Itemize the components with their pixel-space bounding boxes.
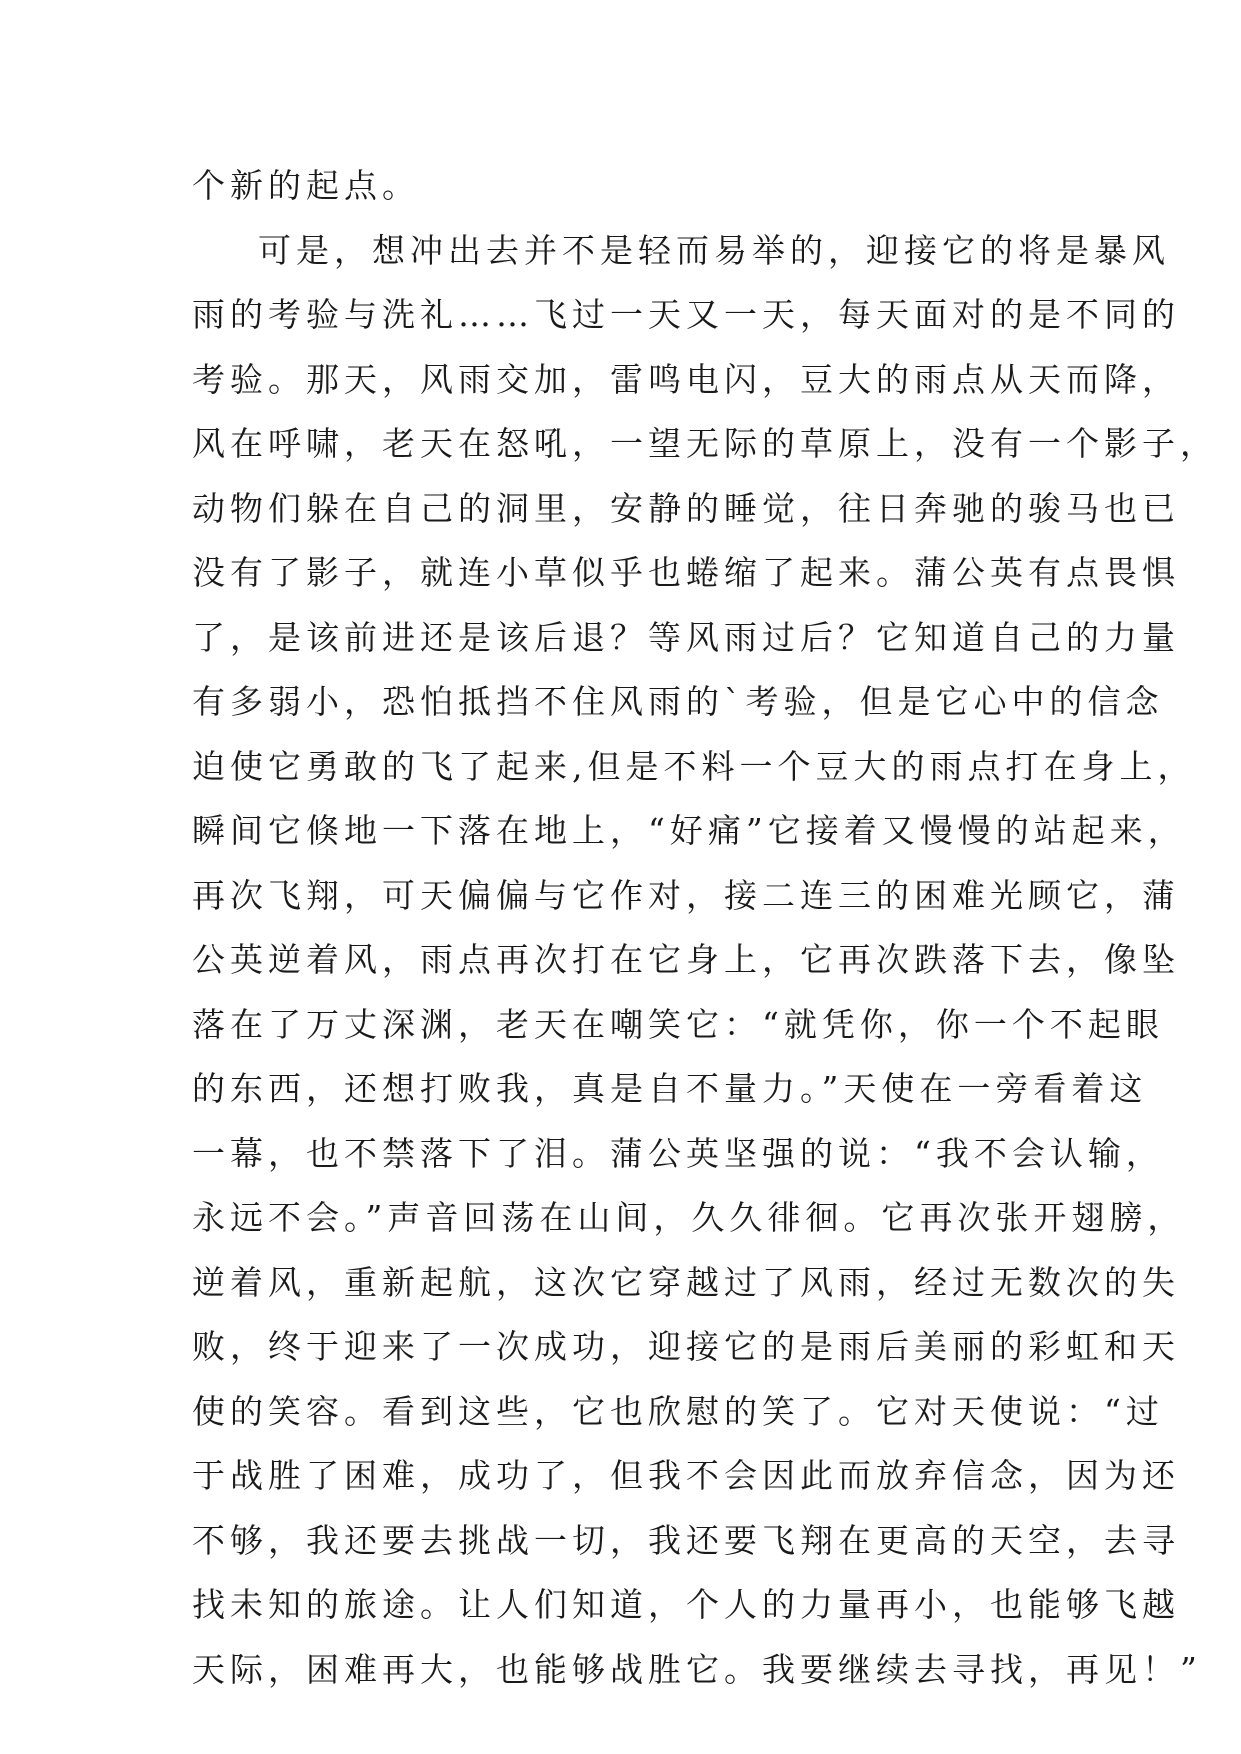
story-text	[192, 154, 1218, 1702]
text-line: 瞬间它倏地一下落在地上，“好痛”它接着又慢慢的站起来，	[192, 811, 1186, 850]
text-line: 风在呼啸，老天在怒吼，一望无际的草原上，没有一个影子，	[192, 424, 1218, 463]
text-line: 公英逆着风，雨点再次打在它身上，它再次跌落下去，像坠	[192, 940, 1180, 979]
text-line: 雨的考验与洗礼……飞过一天又一天，每天面对的是不同的	[192, 295, 1180, 334]
text-line: 没有了影子，就连小草似乎也蜷缩了起来。蒲公英有点畏惧	[192, 553, 1180, 592]
text-line: 一幕，也不禁落下了泪。蒲公英坚强的说：“我不会认输，	[192, 1133, 1164, 1173]
text-line: 找未知的旅途。让人们知道，个人的力量再小，也能够飞越	[192, 1585, 1180, 1624]
text-line: 使的笑容。看到这些，它也欣慰的笑了。它对天使说：“过	[192, 1391, 1164, 1431]
text-line: 考验。那天，风雨交加，雷鸣电闪，豆大的雨点从天而降，	[192, 359, 1180, 399]
text-line: 动物们躲在自己的洞里，安静的睡觉，往日奔驰的骏马也已	[192, 488, 1180, 528]
text-line: 的东西，还想打败我，真是自不量力。”天使在一旁看着这	[192, 1069, 1148, 1108]
text-line: 迫使它勇敢的飞了起来,但是不料一个豆大的雨点打在身上，	[192, 746, 1196, 786]
text-line: 永远不会。”声音回荡在山间，久久徘徊。它再次张开翅膀，	[192, 1198, 1186, 1237]
text-line: 个新的起点。	[192, 166, 420, 205]
text-line: 再次飞翔，可天偏偏与它作对，接二连三的困难光顾它，蒲	[192, 875, 1180, 915]
text-line: 逆着风，重新起航，这次它穿越过了风雨，经过无数次的失	[192, 1262, 1180, 1302]
paragraph-start-line: 可是，想冲出去并不是轻而易举的，迎接它的将是暴风	[258, 230, 1170, 270]
text-line: 有多弱小，恐怕抵挡不住风雨的`考验，但是它心中的信念	[192, 682, 1164, 721]
text-line: 败，终于迎来了一次成功，迎接它的是雨后美丽的彩虹和天	[192, 1327, 1180, 1366]
text-line: 了，是该前进还是该后退？等风雨过后？它知道自己的力量	[192, 617, 1180, 657]
text-line: 天际，困难再大，也能够战胜它。我要继续去寻找，再见！”	[192, 1649, 1202, 1689]
text-line: 落在了万丈深渊，老天在嘲笑它：“就凭你，你一个不起眼	[192, 1004, 1164, 1044]
text-line: 不够，我还要去挑战一切，我还要飞翔在更高的天空，去寻	[192, 1520, 1180, 1560]
text-line: 于战胜了困难，成功了，但我不会因此而放弃信念，因为还	[192, 1456, 1180, 1495]
